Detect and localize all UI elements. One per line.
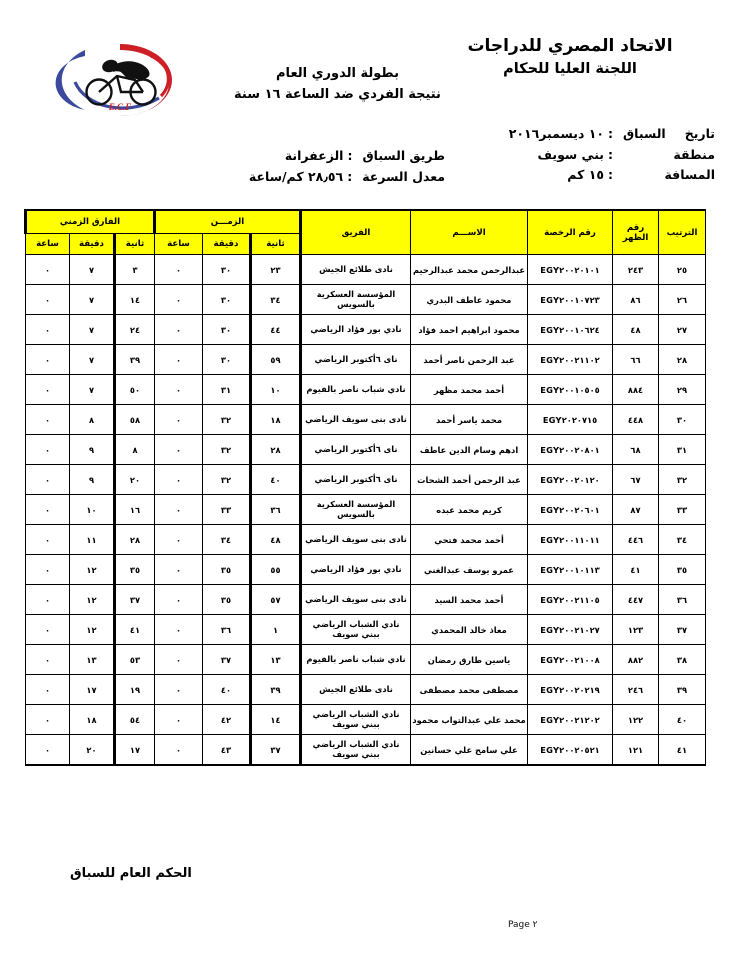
cell-time-hours: ٠: [154, 465, 202, 495]
cell-gap-minutes: ٩: [69, 435, 114, 465]
cell-gap-hours: ٠: [25, 585, 69, 615]
table-row: [25, 255, 705, 285]
race-distance-row: [425, 169, 715, 182]
cell-license: EGY٢٠٠١٠٥٠٥: [528, 375, 613, 405]
race-speed-row: [160, 168, 445, 184]
cell-time-seconds: ٢٨: [251, 435, 301, 465]
cell-time-hours: ٠: [154, 435, 202, 465]
cell-gap-hours: ٠: [25, 315, 69, 345]
table-row: [25, 735, 705, 766]
cell-rank: ٣٠: [659, 405, 706, 435]
table-row: [25, 585, 705, 615]
cell-license: EGY٢٠٠٢١١٠٢: [528, 345, 613, 375]
cell-time-seconds: ٤٠: [251, 465, 301, 495]
cell-time-hours: ٠: [154, 645, 202, 675]
cell-time-seconds: ١٨: [251, 405, 301, 435]
race-speed-label: معدل السرعة: [362, 168, 445, 184]
results-table: [24, 209, 706, 766]
championship-title: [215, 64, 460, 106]
cell-time-minutes: ٣٠: [203, 255, 251, 285]
cell-license: EGY٢٠٠٢١١٠٥: [528, 585, 613, 615]
cell-gap-minutes: ٨: [69, 405, 114, 435]
cell-time-seconds: ٣٦: [251, 495, 301, 525]
cell-time-hours: ٠: [154, 255, 202, 285]
cell-gap-seconds: ٥٤: [114, 705, 154, 735]
col-header-time-group: الزمـــن: [154, 210, 300, 234]
col-header-name: الاســـم: [411, 210, 528, 255]
cell-time-minutes: ٣٣: [203, 495, 251, 525]
cell-gap-minutes: ١٨: [69, 705, 114, 735]
table-row: [25, 345, 705, 375]
colon-separator: :: [608, 146, 613, 162]
cell-rank: ٣٦: [659, 585, 706, 615]
cell-license: EGY٢٠٠٢٠٥٢١: [528, 735, 613, 766]
col-header-gap-seconds: ثانية: [114, 234, 154, 255]
table-row: [25, 495, 705, 525]
table-row: [25, 375, 705, 405]
race-distance-label: المسافة: [664, 167, 715, 182]
cell-time-minutes: ٤٣: [203, 735, 251, 766]
cell-bib: ٨٦: [613, 285, 659, 315]
cell-gap-hours: ٠: [25, 465, 69, 495]
cell-license: EGY٢٠٠١٠٦٢٤: [528, 315, 613, 345]
cell-gap-minutes: ١٢: [69, 555, 114, 585]
cell-time-minutes: ٣٧: [203, 645, 251, 675]
race-referee-signature: الحكم العام للسباق: [70, 866, 192, 881]
cell-bib: ٤١: [613, 555, 659, 585]
cell-gap-seconds: ٥٠: [114, 375, 154, 405]
cell-gap-seconds: ٨: [114, 435, 154, 465]
cell-gap-minutes: ١٢: [69, 585, 114, 615]
cell-name: ياسين طارق رمضان: [411, 645, 528, 675]
cell-bib: ١٢٢: [613, 705, 659, 735]
cell-bib: ٦٦: [613, 345, 659, 375]
cell-bib: ٨٧: [613, 495, 659, 525]
col-header-gap-minutes: دقيقة: [69, 234, 114, 255]
cell-rank: ٤١: [659, 735, 706, 766]
cell-bib: ٢٤٦: [613, 675, 659, 705]
cell-rank: ٣٣: [659, 495, 706, 525]
cell-time-hours: ٠: [154, 585, 202, 615]
cell-gap-minutes: ٧: [69, 315, 114, 345]
race-date-label: تاريخ السباق: [623, 126, 715, 141]
cell-time-minutes: ٣٦: [203, 615, 251, 645]
cell-time-minutes: ٤٢: [203, 705, 251, 735]
cell-name: محمد ياسر أحمد: [411, 405, 528, 435]
event-name: نتيجة الفردي ضد الساعة ١٦ سنة: [234, 86, 441, 102]
cell-team: نادي شباب ناصر بالفيوم: [301, 375, 411, 405]
cell-gap-minutes: ٧: [69, 285, 114, 315]
cell-name: محمود ابراهيم احمد فؤاد: [411, 315, 528, 345]
cell-bib: ٤٤٨: [613, 405, 659, 435]
col-header-gap-hours: ساعة: [25, 234, 69, 255]
cell-bib: ١٢١: [613, 735, 659, 766]
cell-time-hours: ٠: [154, 615, 202, 645]
cell-time-minutes: ٣١: [203, 375, 251, 405]
col-header-time-minutes: دقيقة: [203, 234, 251, 255]
race-region-row: [425, 146, 715, 162]
cell-time-seconds: ١٤: [251, 705, 301, 735]
race-speed-value: ٢٨٫٥٦ كم/ساعة: [248, 168, 344, 184]
race-info-primary: [425, 128, 715, 190]
table-row: [25, 405, 705, 435]
document-header: [0, 28, 742, 138]
results-table-body: [25, 255, 705, 766]
cell-gap-seconds: ١٤: [114, 285, 154, 315]
cell-gap-minutes: ٧: [69, 375, 114, 405]
cell-time-hours: ٠: [154, 315, 202, 345]
cell-time-hours: ٠: [154, 705, 202, 735]
cell-time-seconds: ١٣: [251, 645, 301, 675]
cell-rank: ٣٧: [659, 615, 706, 645]
cell-time-minutes: ٣٢: [203, 435, 251, 465]
cell-gap-hours: ٠: [25, 555, 69, 585]
cell-time-seconds: ٤٤: [251, 315, 301, 345]
cell-name: عبد الرحمن أحمد الشحات: [411, 465, 528, 495]
cell-team: ناى ٦أكتوبر الرياضي: [301, 345, 411, 375]
cell-gap-hours: ٠: [25, 285, 69, 315]
table-row: [25, 675, 705, 705]
race-distance-value: ١٥ كم: [567, 167, 604, 182]
cell-rank: ٢٨: [659, 345, 706, 375]
cell-time-seconds: ٢٣: [251, 255, 301, 285]
cell-gap-seconds: ٢٠: [114, 465, 154, 495]
cell-team: نادي الشباب الرياضي ببني سويف: [301, 615, 411, 645]
cell-rank: ٢٩: [659, 375, 706, 405]
cell-bib: ٦٨: [613, 435, 659, 465]
cell-rank: ٣٨: [659, 645, 706, 675]
cell-bib: ٤٤٦: [613, 525, 659, 555]
cell-time-seconds: ١: [251, 615, 301, 645]
table-row: [25, 465, 705, 495]
championship-name: بطولة الدوري العام: [276, 66, 399, 81]
cell-name: مصطفى محمد مصطفى: [411, 675, 528, 705]
cell-bib: ٨٨٤: [613, 375, 659, 405]
cell-time-hours: ٠: [154, 735, 202, 766]
cell-gap-hours: ٠: [25, 735, 69, 766]
cell-license: EGY٢٠٠٢١٠٢٧: [528, 615, 613, 645]
cell-time-minutes: ٣٤: [203, 525, 251, 555]
cell-gap-seconds: ٢٤: [114, 315, 154, 345]
cell-time-hours: ٠: [154, 675, 202, 705]
cell-team: ناى ٦أكتوبر الرياضي: [301, 465, 411, 495]
cell-gap-minutes: ١٠: [69, 495, 114, 525]
cell-team: نادي شباب ناصر بالفيوم: [301, 645, 411, 675]
cell-bib: ٨٨٢: [613, 645, 659, 675]
col-header-gap-group: الفارق الزمني: [25, 210, 154, 234]
cell-team: نادي بور فؤاد الرياضي: [301, 315, 411, 345]
header-row-groups: [25, 210, 705, 234]
cell-gap-hours: ٠: [25, 405, 69, 435]
cell-bib: ٦٧: [613, 465, 659, 495]
cell-name: محمد علي عبدالتواب محمود: [411, 705, 528, 735]
cell-team: نادي الشباب الرياضي ببني سويف: [301, 735, 411, 766]
cell-name: أحمد محمد السيد: [411, 585, 528, 615]
cell-team: المؤسسة العسكرية بالسويس: [301, 495, 411, 525]
cell-gap-hours: ٠: [25, 435, 69, 465]
federation-title: [430, 34, 710, 80]
cell-rank: ٤٠: [659, 705, 706, 735]
cell-time-seconds: ٣٤: [251, 285, 301, 315]
race-route-value: الزعفرانة: [284, 148, 344, 163]
table-row: [25, 315, 705, 345]
cell-gap-minutes: ١١: [69, 525, 114, 555]
results-table-container: [36, 209, 706, 766]
cell-team: المؤسسة العسكرية بالسويس: [301, 285, 411, 315]
col-header-team: الفريق: [301, 210, 411, 255]
cell-team: نادى طلائع الجيش: [301, 675, 411, 705]
cell-team: نادي بور فؤاد الرياضي: [301, 555, 411, 585]
cell-gap-seconds: ٥٨: [114, 405, 154, 435]
table-row: [25, 435, 705, 465]
cell-gap-hours: ٠: [25, 675, 69, 705]
cell-gap-seconds: ١٦: [114, 495, 154, 525]
cell-time-minutes: ٤٠: [203, 675, 251, 705]
cell-gap-hours: ٠: [25, 525, 69, 555]
cell-rank: ٣٤: [659, 525, 706, 555]
logo-text: E.C.F: [108, 102, 132, 112]
cell-gap-hours: ٠: [25, 615, 69, 645]
cell-time-minutes: ٣٥: [203, 585, 251, 615]
cell-rank: ٢٥: [659, 255, 706, 285]
cell-license: EGY٢٠٢٠٧١٥: [528, 405, 613, 435]
cell-gap-seconds: ٣٥: [114, 555, 154, 585]
cell-gap-seconds: ١٧: [114, 735, 154, 766]
cell-license: EGY٢٠٠١٠١١٣: [528, 555, 613, 585]
cell-time-hours: ٠: [154, 495, 202, 525]
col-header-bib: رقم الظهر: [613, 210, 659, 255]
cell-gap-minutes: ٢٠: [69, 735, 114, 766]
cell-team: نادى بنى سويف الرياضي: [301, 585, 411, 615]
race-date-row: [425, 128, 715, 141]
cell-gap-seconds: ٢٨: [114, 525, 154, 555]
cell-license: EGY٢٠٠٢١٠٠٨: [528, 645, 613, 675]
cell-rank: ٣٩: [659, 675, 706, 705]
table-row: [25, 525, 705, 555]
cell-time-minutes: ٣٠: [203, 285, 251, 315]
cell-gap-seconds: ٤١: [114, 615, 154, 645]
cell-time-seconds: ٥٩: [251, 345, 301, 375]
cell-license: EGY٢٠٠٢٠٦٠١: [528, 495, 613, 525]
cycling-logo-icon: [55, 36, 185, 124]
cell-gap-seconds: ٣٩: [114, 345, 154, 375]
cell-time-hours: ٠: [154, 525, 202, 555]
cell-gap-hours: ٠: [25, 645, 69, 675]
cell-name: عمرو يوسف عبدالغني: [411, 555, 528, 585]
cell-name: ادهم وسام الدين عاطف: [411, 435, 528, 465]
colon-separator: :: [347, 148, 353, 163]
cell-name: كريم محمد عبده: [411, 495, 528, 525]
federation-logo: [55, 36, 185, 124]
federation-name: الاتحاد المصري للدراجات: [467, 36, 673, 56]
results-table-head: [25, 210, 705, 255]
cell-name: علي سامح علي حسانين: [411, 735, 528, 766]
cell-rank: ٣٥: [659, 555, 706, 585]
col-header-license: رقم الرخصة: [528, 210, 613, 255]
cell-name: محمود عاطف البدري: [411, 285, 528, 315]
colon-separator: :: [347, 168, 353, 184]
col-header-time-hours: ساعة: [154, 234, 202, 255]
colon-separator: :: [608, 167, 613, 182]
cell-time-hours: ٠: [154, 555, 202, 585]
cell-license: EGY٢٠٠٢٠١٢٠: [528, 465, 613, 495]
cell-rank: ٣١: [659, 435, 706, 465]
cell-license: EGY٢٠٠٢٠١٠١: [528, 255, 613, 285]
cell-gap-hours: ٠: [25, 255, 69, 285]
cell-time-hours: ٠: [154, 345, 202, 375]
table-row: [25, 285, 705, 315]
cell-license: EGY٢٠٠٢١٢٠٢: [528, 705, 613, 735]
cell-time-minutes: ٣٠: [203, 315, 251, 345]
cell-bib: ١٢٣: [613, 615, 659, 645]
cell-license: EGY٢٠٠١٠٧٢٣: [528, 285, 613, 315]
table-row: [25, 705, 705, 735]
cell-bib: ٤٨: [613, 315, 659, 345]
cell-gap-seconds: ٥٣: [114, 645, 154, 675]
cell-time-hours: ٠: [154, 405, 202, 435]
race-info: [0, 128, 742, 198]
cell-time-minutes: ٣٠: [203, 345, 251, 375]
cell-gap-minutes: ٧: [69, 255, 114, 285]
cell-gap-seconds: ١٩: [114, 675, 154, 705]
cell-license: EGY٢٠٠٢٠٨٠١: [528, 435, 613, 465]
page-number: Page ٢: [508, 920, 538, 930]
cell-gap-hours: ٠: [25, 375, 69, 405]
cell-license: EGY٢٠٠١١٠١١: [528, 525, 613, 555]
cell-gap-minutes: ١٧: [69, 675, 114, 705]
cell-bib: ٢٤٣: [613, 255, 659, 285]
cell-bib: ٤٤٧: [613, 585, 659, 615]
committee-name: اللجنة العليا للحكام: [503, 60, 637, 77]
cell-team: نادى بنى سويف الرياضي: [301, 405, 411, 435]
cell-gap-hours: ٠: [25, 345, 69, 375]
colon-separator: :: [608, 126, 613, 141]
cell-name: أحمد محمد مظهر: [411, 375, 528, 405]
cell-team: نادى بنى سويف الرياضي: [301, 525, 411, 555]
cell-time-seconds: ٣٩: [251, 675, 301, 705]
table-row: [25, 615, 705, 645]
race-info-secondary: [160, 150, 445, 191]
cell-time-seconds: ١٠: [251, 375, 301, 405]
cell-gap-hours: ٠: [25, 495, 69, 525]
cell-time-seconds: ٤٨: [251, 525, 301, 555]
cell-gap-minutes: ٧: [69, 345, 114, 375]
col-header-time-seconds: ثانية: [251, 234, 301, 255]
cell-team: ناى ٦أكتوبر الرياضي: [301, 435, 411, 465]
cell-name: معاذ خالد المحمدي: [411, 615, 528, 645]
cell-rank: ٣٢: [659, 465, 706, 495]
race-route-label: طريق السباق: [362, 148, 445, 163]
col-header-rank: الترتيب: [659, 210, 706, 255]
cell-name: عبد الرحمن ناصر أحمد: [411, 345, 528, 375]
cell-gap-seconds: ٣٧: [114, 585, 154, 615]
race-date-value: ١٠ ديسمبر٢٠١٦: [508, 126, 604, 141]
cell-gap-hours: ٠: [25, 705, 69, 735]
cell-gap-minutes: ٩: [69, 465, 114, 495]
cell-time-hours: ٠: [154, 375, 202, 405]
cell-team: نادي الشباب الرياضي ببني سويف: [301, 705, 411, 735]
cell-rank: ٢٦: [659, 285, 706, 315]
cell-gap-seconds: ٣: [114, 255, 154, 285]
cell-time-minutes: ٣٥: [203, 555, 251, 585]
cell-rank: ٢٧: [659, 315, 706, 345]
cell-time-hours: ٠: [154, 285, 202, 315]
cell-time-seconds: ٥٧: [251, 585, 301, 615]
cell-gap-minutes: ١٢: [69, 615, 114, 645]
race-route-row: [160, 150, 445, 163]
cell-time-seconds: ٥٥: [251, 555, 301, 585]
table-row: [25, 645, 705, 675]
cell-team: نادى طلائع الجيش: [301, 255, 411, 285]
cell-time-minutes: ٣٢: [203, 465, 251, 495]
table-row: [25, 555, 705, 585]
race-region-value: بني سويف: [537, 146, 604, 162]
cell-name: عبدالرحمن محمد عبدالرحيم: [411, 255, 528, 285]
cell-name: أحمد محمد فتحي: [411, 525, 528, 555]
cell-time-minutes: ٣٢: [203, 405, 251, 435]
cell-time-seconds: ٣٧: [251, 735, 301, 766]
cell-gap-minutes: ١٣: [69, 645, 114, 675]
cell-license: EGY٢٠٠٢٠٢١٩: [528, 675, 613, 705]
race-region-label: منطقة: [673, 146, 715, 162]
